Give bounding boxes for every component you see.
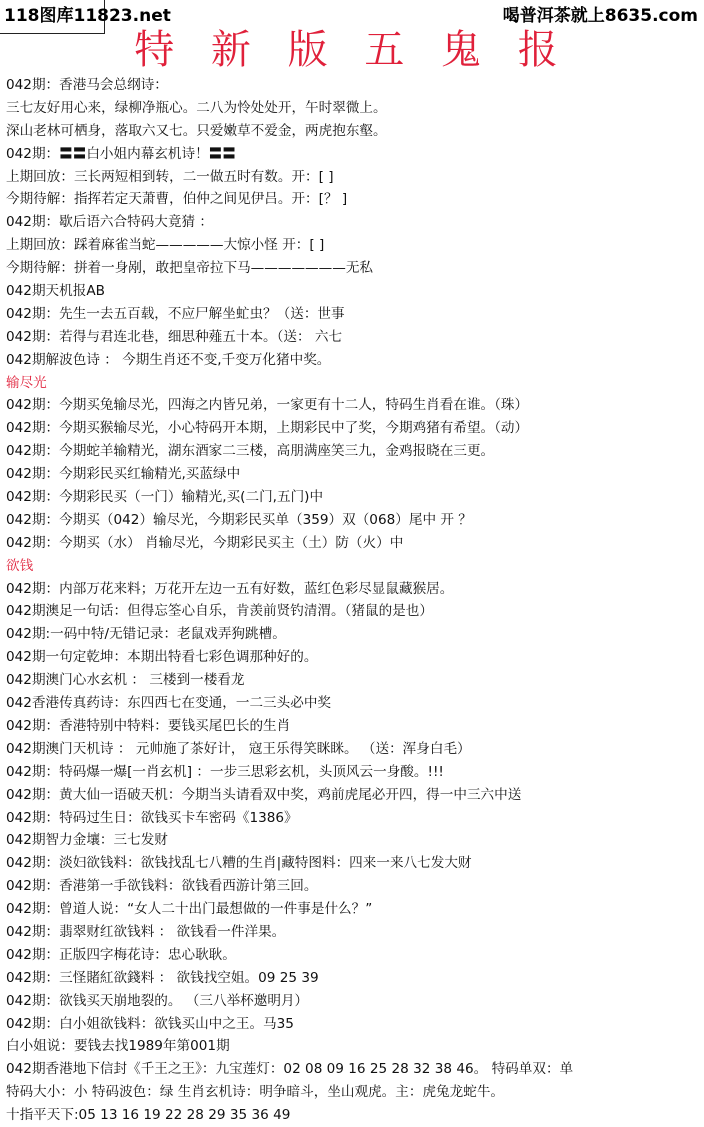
section-heading: 欲钱 [6, 557, 34, 574]
text-line: 今期待解：拼着一身剐，敢把皇帝拉下马———————无私 [6, 260, 374, 277]
text-line: 042期：今期蛇羊输精光，湖东酒家二三楼，高朋满座笑三九，金鸡报晓在三更。 [6, 443, 495, 460]
text-line: 042期：香港马会总纲诗： [6, 77, 168, 93]
site-left-label[interactable]: 118图库11823.net [4, 6, 171, 26]
text-line: 042期：今期买猴输尽光，小心特码开本期，上期彩民中了奖，今期鸡猪有希望。（动） [6, 420, 529, 437]
text-line: 白小姐说：要钱去找1989年第001期 [6, 1038, 230, 1055]
text-line: 今期待解：指挥若定天萧曹，伯仲之间见伊吕。开：[？ ] [6, 191, 348, 208]
text-line: 特码大小：小 特码波色：绿 生肖玄机诗：明争暗斗，坐山观虎。主：虎兔龙蛇牛。 [6, 1084, 505, 1101]
text-line: 042期：淡妇欲钱料：欲钱找乱七八糟的生肖|藏特图料：四来一来八七发大财 [6, 855, 472, 872]
text-line: 042期:一码中特/无错记录：老鼠戏弄狗跳槽。 [6, 626, 286, 643]
text-line: 042期：〓〓白小姐内幕玄机诗！〓〓 [6, 145, 236, 162]
text-line: 042期：今期买（水） 肖输尽光，今期彩民买主（土）防（火）中 [6, 534, 404, 551]
text-line: 042期：正版四字梅花诗：忠心耿耿。 [6, 946, 236, 963]
text-line: 042期：今期买兔输尽光，四海之内皆兄弟，一家更有十二人，特码生肖看在谁。（珠） [6, 397, 529, 414]
text-line: 042期：黄大仙一语破天机：今期当头请看双中奖，鸡前虎尾必开四，得一中三六中送 [6, 786, 522, 803]
text-line: 042期：今期彩民买红输精光,买蓝绿中 [6, 466, 241, 483]
text-line: 三七友好用心来，绿柳净瓶心。二八为怜处处开，午时翠微上。 [6, 99, 387, 116]
text-line: 042期智力金壤：三七发财 [6, 832, 168, 849]
text-line: 042期：今期买（042）输尽光，今期彩民买单（359）双（068）尾中 开 ？ [6, 511, 472, 528]
text-line: 042期香港地下信封《千王之王》：九宝莲灯：02 08 09 16 25 28 32 38 46。 特码单双：单 [6, 1061, 574, 1078]
text-line: 042期：香港特别中特料：要钱买尾巴长的生肖 [6, 717, 291, 734]
text-line: 042期：欲钱买天崩地裂的。 （三八举杯邀明月） [6, 992, 309, 1009]
text-line: 042期：今期彩民买（一门）输精光,买(二门,五门)中 [6, 489, 324, 506]
site-right-label[interactable]: 喝普洱茶就上8635.com [502, 6, 698, 26]
text-line: 042期：若得与君连北巷，细思种薤五十本。（送： 六七 [6, 328, 343, 345]
text-line: 042期：先生一去五百载，不应尸解坐虻虫？（送：世事 [6, 305, 345, 322]
text-line: 042期：特码过生日：欲钱买卡车密码《1386》 [6, 809, 298, 826]
text-line: 042期一句定乾坤：本期出特看七彩色调那种好的。 [6, 649, 318, 666]
section-heading: 输尽光 [6, 374, 47, 391]
text-line: 十指平天下:05 13 16 19 22 28 29 35 36 49 [6, 1107, 291, 1124]
text-line: 042期澳足一句话：但得忘筌心自乐，肯羡前贤钓清渭。（猪鼠的是也） [6, 603, 433, 620]
text-line: 042期澳门心水玄机 ： 三楼到一楼看龙 [6, 672, 245, 689]
text-line: 042期：白小姐欲钱料：欲钱买山中之王。马35 [6, 1015, 294, 1032]
text-line: 042期天机报AB [6, 283, 105, 300]
text-line: 上期回放：踩着麻雀当蛇—————大惊小怪 开：[ ] [6, 237, 325, 254]
text-line: 042期解波色诗 ： 今期生肖还不变,千变万化猪中奖。 [6, 351, 331, 368]
text-line: 042期澳门天机诗 ： 元帅施了茶好计， 寇王乐得笑眯眯。 （送：浑身白毛） [6, 740, 471, 757]
text-line: 深山老林可栖身，落取六又七。只爱嫩草不爱金，两虎抱东壑。 [6, 122, 387, 139]
text-line: 042香港传真药诗：东四西七在变通，一二三头必中奖 [6, 695, 332, 712]
text-line: 上期回放：三长两短相到转，二一做五时有数。开：[ ] [6, 168, 334, 185]
text-line: 042期：歇后语六合特码大竟猜 ： [6, 214, 213, 231]
text-line: 042期：三怪賭紅欲錢料 ： 欲钱找空姐。09 25 39 [6, 969, 319, 986]
page-title: 特 新 版 五 鬼 报 [134, 27, 570, 73]
text-line: 042期：曾道人说：“女人二十出门最想做的一件事是什么？” [6, 901, 373, 918]
text-line: 042期：内部万花来料；万花开左边一五有好数，蓝红色彩尽显鼠藏猴居。 [6, 580, 454, 597]
text-line: 042期：特码爆一爆[一肖玄机] ：一步三思彩玄机，头顶风云一身酸。!!! [6, 763, 444, 780]
content-lines [6, 74, 700, 1127]
text-line: 042期：翡翠财红欲钱料 ： 欲钱看一件洋果。 [6, 923, 286, 940]
text-line: 042期：香港第一手欲钱料：欲钱看西游计第三回。 [6, 878, 318, 895]
